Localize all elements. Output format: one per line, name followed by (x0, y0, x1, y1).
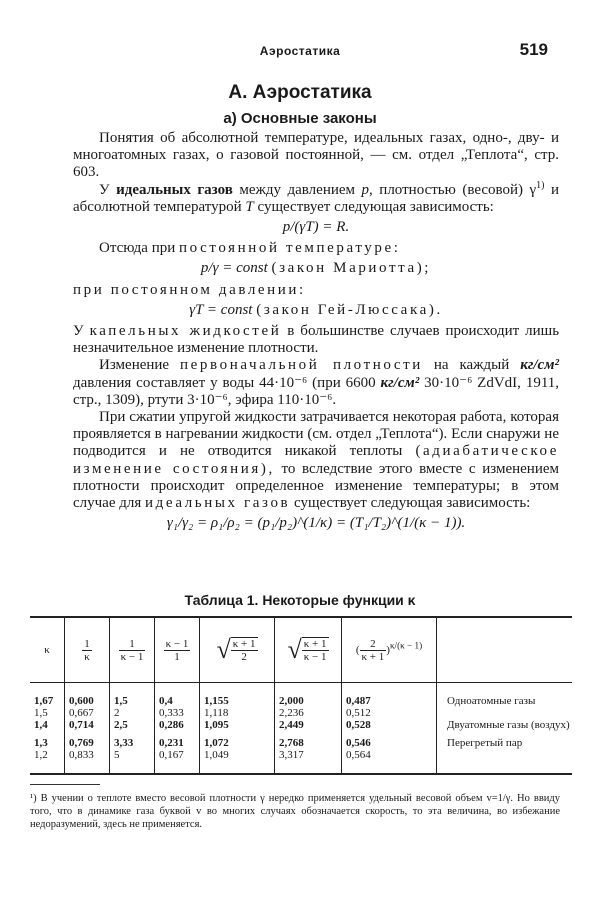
header-sqrt-ratio (275, 617, 342, 683)
table-cell: 2,768 (275, 731, 342, 749)
numerator: 1 (119, 638, 146, 651)
header-inverse-kappa (65, 617, 110, 683)
body-text (73, 130, 559, 536)
table-cell: 1,049 (200, 749, 275, 774)
text-run: Отсюда при (99, 240, 176, 257)
table-cell: 1,67 (30, 683, 65, 708)
table-row (30, 719, 572, 731)
equation-mariotte (73, 260, 559, 277)
exponent: κ/(κ − 1) (389, 639, 423, 650)
numerator: κ + 1 (232, 638, 256, 650)
fraction (164, 638, 191, 663)
paragraph-concepts: Понятия об абсолютной температуре, идеальных газах, одно-, дву- и многоатомных газах, о газовой постоянной, — см. отдел „Теплота“, стр. 603. (73, 130, 559, 181)
text-run: в большинстве случаев происходит лишь незначительное изменение плотности. (73, 323, 560, 357)
paragraph-ideal-gases (73, 179, 560, 216)
text-run: и абсолютной температурой (73, 181, 560, 215)
table-cell: 0,512 (342, 707, 437, 719)
table-cell: 0,546 (342, 731, 437, 749)
table-cell: 0,833 (65, 749, 110, 774)
paragraph-adiabatic (73, 409, 559, 512)
paragraph-liquids (73, 323, 559, 357)
text-run: то вследствие этого вместе с изменением плотности происходит определенное изменение температуры; в этом случае для (73, 460, 560, 512)
table-row (30, 731, 572, 749)
footnote-rule (30, 784, 100, 785)
header-description (437, 617, 573, 683)
denominator: 2 (241, 651, 247, 663)
radicand (231, 637, 258, 663)
paragraph-constant-pressure (73, 282, 559, 299)
table-cell: 0,167 (155, 749, 200, 774)
table-cell: 0,667 (65, 707, 110, 719)
numerator: κ − 1 (165, 637, 189, 650)
table-row (30, 707, 572, 719)
spaced-phrase: (адиабатическое изменение состояния), (73, 443, 559, 477)
text-run: При сжатии упругой жидкости затрачивается некоторая работа, которая проявляется в нагревании жидкости (см. отдел „Теплота“). Если снаружи не подводится и не отводится никакой теплоты (73, 409, 559, 460)
table-cell: 1,2 (30, 749, 65, 774)
equation-label: (закон Гей-Люссака). (256, 301, 443, 318)
paragraph-density-change (73, 357, 559, 409)
equation-gay-lussac (73, 302, 559, 319)
numerator: 1 (82, 638, 92, 651)
table-title: Таблица 1. Некоторые функции κ (184, 592, 416, 608)
text-run: У (99, 181, 110, 198)
unit: кг/см² (520, 357, 559, 374)
chapter-title: А. Аэростатика (228, 82, 372, 103)
table-cell-description (437, 707, 573, 719)
radicand (302, 637, 329, 663)
header-inverse-kappa-minus-1 (110, 617, 155, 683)
denominator: κ + 1 (361, 650, 385, 663)
table-cell: 2,236 (275, 707, 342, 719)
term-ideal-gases: идеальных газов (116, 181, 233, 198)
formula: p/γ = const (200, 260, 268, 277)
table-cell-description (437, 749, 573, 774)
table-cell: 0,528 (342, 719, 437, 731)
equation-gas-law: p/(γT) = R. (282, 219, 350, 236)
footnote: ¹) В учении о теплоте вместо весовой плотности γ нередко применяется удельный весовой объем v=1/γ. Но ввиду того, что в динамике газа буквой v во многих случаях обозначается скорость, то эта величина, во избежание недоразумений, здесь не применяется. (30, 793, 560, 830)
equation-adiabatic: γ₁/γ₂ = ρ₁/ρ₂ = (p₁/p₂)^(1/κ) = (T₁/T₂)^(1/(κ − 1)). (166, 515, 466, 532)
equation-label: (закон Мариотта); (271, 260, 432, 277)
table-cell: 1,4 (30, 719, 65, 731)
spaced-phrase: идеальных газов (145, 495, 291, 512)
symbol-p: p (361, 181, 370, 198)
text-run: между давлением (239, 181, 356, 198)
header-kappa-minus-1-over-kappa (155, 617, 200, 683)
table-cell: 2,000 (275, 683, 342, 708)
formula: γT = const (189, 301, 253, 318)
table-cell: 0,714 (65, 719, 110, 731)
page-number: 519 (519, 40, 548, 59)
table-cell: 0,231 (155, 731, 200, 749)
symbol-T: T (245, 198, 254, 215)
text-run: существует следующая зависимость: (257, 198, 494, 215)
header-kappa (30, 617, 65, 683)
text-run: давления составляет у воды 44·10⁻⁶ (при 6600 (73, 374, 376, 391)
table-cell: 0,4 (155, 683, 200, 708)
spaced-phrase: первоначальной плотности (180, 357, 423, 374)
table-cell: 1,118 (200, 707, 275, 719)
table-cell: 1,5 (110, 683, 155, 708)
running-head: Аэростатика (259, 44, 341, 58)
table-cell: 1,155 (200, 683, 275, 708)
spaced-phrase: постоянной температуре: (179, 240, 401, 257)
denominator: 1 (174, 650, 180, 663)
table-cell: 0,600 (65, 683, 110, 708)
symbol-gamma: γ (529, 181, 537, 198)
header-sqrt-kappa-plus-1-over-2 (200, 617, 275, 683)
text-run: существует следующая зависимость: (293, 495, 531, 512)
fraction (302, 638, 329, 663)
unit: кг/см² (380, 374, 420, 391)
table-cell: 1,3 (30, 731, 65, 749)
denominator: κ − 1 (120, 650, 144, 663)
table-cell: 2 (110, 707, 155, 719)
table-row (30, 749, 572, 774)
header-symbol: κ (44, 644, 50, 656)
table-cell: 2,449 (275, 719, 342, 731)
table-cell-description: Двуатомные газы (воздух) (447, 719, 570, 731)
kappa-functions-table (30, 616, 572, 775)
text-run: Изменение (99, 357, 170, 374)
table-cell: 0,286 (155, 719, 200, 731)
spaced-phrase: при постоянном давлении: (73, 281, 306, 298)
table-cell: 5 (110, 749, 155, 774)
fraction (119, 638, 146, 663)
table-cell: 3,317 (275, 749, 342, 774)
footnote-marker: 1) (536, 179, 545, 191)
table-cell: 3,33 (110, 731, 155, 749)
radical-sign: √ (287, 635, 302, 664)
section-title: а) Основные законы (223, 110, 377, 127)
denominator: κ (84, 650, 90, 663)
table-cell: 0,564 (342, 749, 437, 774)
radical-sign: √ (216, 635, 231, 664)
fraction (360, 638, 387, 663)
table-body (30, 683, 572, 775)
spaced-phrase: капельных жидкостей (89, 323, 282, 340)
header-power-expression: ( $\frac{2}{\kappa + 1}$ )$^{\kappa/(\kappa - 1)}$ (342, 617, 437, 683)
table-row (30, 683, 572, 708)
table-header-row (30, 617, 572, 683)
table-cell: 1,5 (30, 707, 65, 719)
table-cell: 0,769 (65, 731, 110, 749)
text-run: 30·10⁻⁶ ZdVdI, 1911, стр., 1309), ртути 3·10⁻⁶, эфира 110·10⁻⁶. (73, 374, 560, 408)
table-cell: 2,5 (110, 719, 155, 731)
numerator: κ + 1 (303, 638, 327, 650)
fraction (231, 638, 258, 663)
paragraph-constant-temperature (73, 240, 559, 257)
table-cell: 1,072 (200, 731, 275, 749)
text-run: , плотностью (весовой) (369, 181, 524, 198)
table-cell: 0,333 (155, 707, 200, 719)
table-cell-description: Перегретый пар (447, 737, 523, 749)
table-cell-description: Одноатомные газы (447, 695, 536, 707)
text-run: на каждый (433, 357, 510, 374)
fraction (82, 638, 92, 663)
numerator: 2 (360, 638, 387, 651)
text-run: У (73, 323, 84, 340)
table-cell: 0,487 (342, 683, 437, 708)
denominator: κ − 1 (303, 651, 327, 663)
table-cell: 1,095 (200, 719, 275, 731)
